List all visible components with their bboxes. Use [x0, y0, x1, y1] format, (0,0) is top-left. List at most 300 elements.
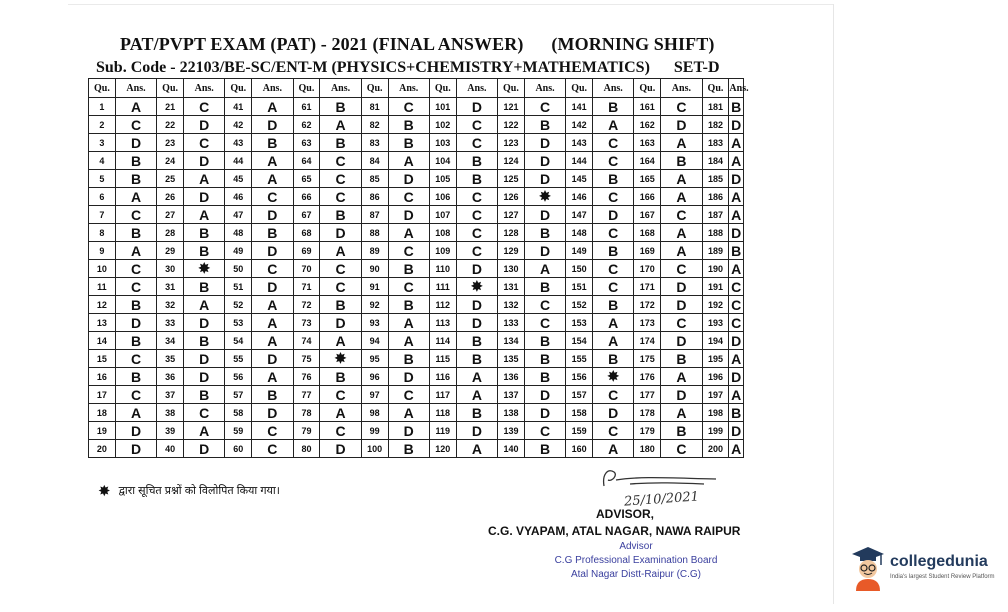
question-number: 116 — [429, 368, 456, 386]
col-header-ans: Ans. — [593, 79, 634, 98]
stamp-line-advisor: Advisor — [619, 541, 653, 552]
question-number: 98 — [361, 404, 388, 422]
question-number: 195 — [702, 350, 729, 368]
question-number: 181 — [702, 98, 729, 116]
answer-cell: A — [252, 98, 293, 116]
answer-cell: C — [524, 422, 565, 440]
question-number: 80 — [293, 440, 320, 458]
answer-cell: B — [729, 242, 744, 260]
question-number: 4 — [89, 152, 116, 170]
answer-cell: C — [320, 422, 361, 440]
table-row — [89, 332, 744, 350]
question-number: 158 — [566, 404, 593, 422]
col-header-ans: Ans. — [252, 79, 293, 98]
answer-cell: C — [320, 386, 361, 404]
table-row — [89, 314, 744, 332]
table-row — [89, 422, 744, 440]
question-number: 55 — [225, 350, 252, 368]
answer-cell: C — [115, 278, 156, 296]
answer-cell: A — [184, 170, 225, 188]
question-number: 177 — [634, 386, 661, 404]
table-body — [89, 98, 744, 458]
question-number: 63 — [293, 134, 320, 152]
answer-cell: B — [388, 296, 429, 314]
answer-cell: C — [115, 116, 156, 134]
answer-cell: A — [661, 404, 702, 422]
answer-cell: A — [729, 440, 744, 458]
exam-title: PAT/PVPT EXAM (PAT) - 2021 (FINAL ANSWER) — [120, 34, 524, 54]
question-number: 88 — [361, 224, 388, 242]
answer-cell: B — [456, 350, 497, 368]
answer-cell: A — [593, 440, 634, 458]
answer-cell: B — [252, 386, 293, 404]
answer-cell: A — [252, 368, 293, 386]
question-number: 26 — [157, 188, 184, 206]
question-number: 58 — [225, 404, 252, 422]
answer-cell: D — [661, 116, 702, 134]
question-number: 45 — [225, 170, 252, 188]
question-number: 140 — [498, 440, 525, 458]
answer-cell: B — [320, 368, 361, 386]
answer-cell: C — [524, 296, 565, 314]
question-number: 90 — [361, 260, 388, 278]
question-number: 14 — [89, 332, 116, 350]
answer-cell: B — [593, 350, 634, 368]
question-number: 32 — [157, 296, 184, 314]
question-number: 132 — [498, 296, 525, 314]
answer-cell: D — [729, 332, 744, 350]
question-number: 67 — [293, 206, 320, 224]
question-number: 124 — [498, 152, 525, 170]
question-number: 108 — [429, 224, 456, 242]
answer-cell: C — [456, 134, 497, 152]
answer-cell: D — [252, 242, 293, 260]
question-number: 143 — [566, 134, 593, 152]
question-number: 1 — [89, 98, 116, 116]
question-number: 113 — [429, 314, 456, 332]
answer-cell: C — [593, 134, 634, 152]
answer-cell: D — [184, 152, 225, 170]
answer-cell: B — [320, 206, 361, 224]
answer-cell: A — [115, 404, 156, 422]
question-number: 37 — [157, 386, 184, 404]
answer-cell: D — [456, 314, 497, 332]
brand-name: collegedunia — [890, 553, 988, 570]
question-number: 94 — [361, 332, 388, 350]
answer-cell: B — [524, 332, 565, 350]
question-number: 115 — [429, 350, 456, 368]
answer-cell: C — [661, 314, 702, 332]
answer-cell: D — [115, 134, 156, 152]
brand-tagline: India's largest Student Review Platform — [890, 574, 995, 580]
answer-cell: A — [456, 440, 497, 458]
question-number: 199 — [702, 422, 729, 440]
col-header-ans: Ans. — [456, 79, 497, 98]
shift-label: (MORNING SHIFT) — [551, 34, 715, 54]
question-number: 9 — [89, 242, 116, 260]
answer-cell: A — [661, 368, 702, 386]
answer-cell: A — [320, 404, 361, 422]
question-number: 146 — [566, 188, 593, 206]
col-header-ans: Ans. — [115, 79, 156, 98]
question-number: 106 — [429, 188, 456, 206]
answer-cell: A — [320, 116, 361, 134]
answer-cell: A — [593, 332, 634, 350]
answer-cell: D — [524, 134, 565, 152]
answer-cell: C — [252, 440, 293, 458]
question-number: 95 — [361, 350, 388, 368]
answer-cell: D — [524, 386, 565, 404]
answer-cell: B — [729, 404, 744, 422]
answer-cell: A — [115, 98, 156, 116]
answer-cell: C — [184, 134, 225, 152]
question-number: 23 — [157, 134, 184, 152]
question-number: 137 — [498, 386, 525, 404]
question-number: 49 — [225, 242, 252, 260]
answer-cell: D — [524, 170, 565, 188]
question-number: 97 — [361, 386, 388, 404]
question-number: 194 — [702, 332, 729, 350]
answer-cell: D — [184, 116, 225, 134]
question-number: 70 — [293, 260, 320, 278]
question-number: 6 — [89, 188, 116, 206]
answer-cell: B — [388, 440, 429, 458]
asterisk-icon: ✸ — [98, 483, 111, 500]
question-number: 15 — [89, 350, 116, 368]
col-header-ans: Ans. — [320, 79, 361, 98]
answer-cell: C — [388, 188, 429, 206]
question-number: 129 — [498, 242, 525, 260]
col-header-qu: Qu. — [566, 79, 593, 98]
answer-cell: C — [729, 314, 744, 332]
answer-cell: A — [729, 152, 744, 170]
answer-cell: C — [115, 350, 156, 368]
answer-cell: C — [184, 98, 225, 116]
question-number: 77 — [293, 386, 320, 404]
answer-cell: A — [252, 296, 293, 314]
deleted-question-note — [98, 482, 280, 500]
answer-cell: D — [524, 206, 565, 224]
subject-code: Sub. Code - 22103/BE-SC/ENT-M (PHYSICS+CHEMISTRY+MATHEMATICS) — [96, 59, 650, 76]
question-number: 84 — [361, 152, 388, 170]
answer-cell: C — [593, 260, 634, 278]
answer-cell: C — [115, 386, 156, 404]
answer-cell: C — [456, 188, 497, 206]
question-number: 60 — [225, 440, 252, 458]
question-number: 174 — [634, 332, 661, 350]
question-number: 18 — [89, 404, 116, 422]
question-number: 107 — [429, 206, 456, 224]
table-row — [89, 152, 744, 170]
question-number: 169 — [634, 242, 661, 260]
question-number: 163 — [634, 134, 661, 152]
answer-cell: B — [456, 170, 497, 188]
answer-cell: D — [184, 440, 225, 458]
answer-cell: B — [593, 98, 634, 116]
answer-cell: C — [320, 152, 361, 170]
answer-cell: B — [593, 296, 634, 314]
answer-cell: A — [593, 116, 634, 134]
question-number: 31 — [157, 278, 184, 296]
col-header-qu: Qu. — [361, 79, 388, 98]
answer-cell: A — [524, 260, 565, 278]
answer-cell: C — [388, 242, 429, 260]
table-header-row — [89, 79, 744, 98]
answer-cell: B — [115, 332, 156, 350]
question-number: 134 — [498, 332, 525, 350]
answer-cell: A — [388, 314, 429, 332]
student-mascot-icon — [850, 545, 886, 591]
answer-cell: B — [593, 170, 634, 188]
question-number: 89 — [361, 242, 388, 260]
question-number: 17 — [89, 386, 116, 404]
question-number: 25 — [157, 170, 184, 188]
answer-cell: C — [729, 296, 744, 314]
answer-cell: C — [320, 278, 361, 296]
answer-cell: D — [729, 368, 744, 386]
question-number: 75 — [293, 350, 320, 368]
question-number: 183 — [702, 134, 729, 152]
question-number: 28 — [157, 224, 184, 242]
question-number: 61 — [293, 98, 320, 116]
question-number: 86 — [361, 188, 388, 206]
question-number: 147 — [566, 206, 593, 224]
question-number: 72 — [293, 296, 320, 314]
question-number: 114 — [429, 332, 456, 350]
question-number: 136 — [498, 368, 525, 386]
stamp-line-address: Atal Nagar Distt-Raipur (C.G) — [570, 569, 702, 580]
question-number: 162 — [634, 116, 661, 134]
answer-cell: C — [252, 260, 293, 278]
answer-cell: B — [456, 152, 497, 170]
answer-cell: C — [320, 188, 361, 206]
collegedunia-watermark — [850, 545, 1000, 593]
table-row — [89, 170, 744, 188]
question-number: 139 — [498, 422, 525, 440]
answer-cell: C — [184, 404, 225, 422]
answer-cell: A — [252, 332, 293, 350]
question-number: 103 — [429, 134, 456, 152]
table-row — [89, 440, 744, 458]
question-number: 57 — [225, 386, 252, 404]
question-number: 99 — [361, 422, 388, 440]
answer-cell: A — [252, 314, 293, 332]
question-number: 166 — [634, 188, 661, 206]
answer-cell: D — [729, 116, 744, 134]
question-number: 40 — [157, 440, 184, 458]
question-number: 159 — [566, 422, 593, 440]
question-number: 173 — [634, 314, 661, 332]
page-edge — [68, 4, 833, 5]
question-number: 41 — [225, 98, 252, 116]
question-number: 27 — [157, 206, 184, 224]
question-number: 112 — [429, 296, 456, 314]
answer-cell: A — [661, 242, 702, 260]
question-number: 148 — [566, 224, 593, 242]
answer-cell: D — [320, 224, 361, 242]
question-number: 46 — [225, 188, 252, 206]
answer-cell: C — [661, 260, 702, 278]
question-number: 180 — [634, 440, 661, 458]
question-number: 35 — [157, 350, 184, 368]
answer-cell: B — [184, 386, 225, 404]
question-number: 186 — [702, 188, 729, 206]
answer-cell: B — [115, 224, 156, 242]
question-number: 164 — [634, 152, 661, 170]
answer-cell: A — [456, 368, 497, 386]
question-number: 20 — [89, 440, 116, 458]
col-header-qu: Qu. — [157, 79, 184, 98]
question-number: 73 — [293, 314, 320, 332]
question-number: 168 — [634, 224, 661, 242]
answer-cell: C — [729, 278, 744, 296]
col-header-ans: Ans. — [729, 79, 744, 98]
question-number: 120 — [429, 440, 456, 458]
question-number: 21 — [157, 98, 184, 116]
question-number: 16 — [89, 368, 116, 386]
answer-cell: B — [115, 152, 156, 170]
question-number: 85 — [361, 170, 388, 188]
question-number: 121 — [498, 98, 525, 116]
answer-cell: B — [184, 242, 225, 260]
question-number: 8 — [89, 224, 116, 242]
answer-cell: A — [661, 188, 702, 206]
answer-cell: A — [729, 386, 744, 404]
question-number: 175 — [634, 350, 661, 368]
answer-cell: B — [661, 152, 702, 170]
answer-cell: B — [252, 134, 293, 152]
question-number: 11 — [89, 278, 116, 296]
answer-cell: A — [115, 242, 156, 260]
answer-cell: B — [524, 368, 565, 386]
answer-cell: C — [593, 152, 634, 170]
table-row — [89, 368, 744, 386]
answer-cell: B — [524, 350, 565, 368]
question-number: 196 — [702, 368, 729, 386]
question-number: 170 — [634, 260, 661, 278]
question-number: 184 — [702, 152, 729, 170]
question-number: 33 — [157, 314, 184, 332]
question-number: 153 — [566, 314, 593, 332]
question-number: 7 — [89, 206, 116, 224]
question-number: 29 — [157, 242, 184, 260]
answer-cell: D — [252, 116, 293, 134]
answer-cell: A — [115, 188, 156, 206]
signature-scribble — [600, 466, 720, 490]
answer-cell: A — [456, 386, 497, 404]
answer-cell: D — [388, 368, 429, 386]
answer-cell: D — [524, 242, 565, 260]
question-number: 130 — [498, 260, 525, 278]
answer-cell: D — [729, 170, 744, 188]
col-header-qu: Qu. — [702, 79, 729, 98]
question-number: 125 — [498, 170, 525, 188]
table-row — [89, 278, 744, 296]
col-header-qu: Qu. — [634, 79, 661, 98]
question-number: 81 — [361, 98, 388, 116]
question-number: 87 — [361, 206, 388, 224]
answer-cell: A — [184, 422, 225, 440]
col-header-qu: Qu. — [225, 79, 252, 98]
table-row — [89, 206, 744, 224]
answer-cell: A — [388, 152, 429, 170]
organization-name: C.G. VYAPAM, ATAL NAGAR, NAWA RAIPUR — [488, 524, 741, 538]
question-number: 176 — [634, 368, 661, 386]
answer-cell: B — [388, 350, 429, 368]
question-number: 2 — [89, 116, 116, 134]
question-number: 36 — [157, 368, 184, 386]
question-number: 138 — [498, 404, 525, 422]
table-row — [89, 260, 744, 278]
answer-cell: C — [524, 98, 565, 116]
table-row — [89, 350, 744, 368]
question-number: 50 — [225, 260, 252, 278]
signature-date: 25/10/2021 — [623, 489, 700, 510]
answer-cell: B — [388, 134, 429, 152]
answer-cell: C — [388, 386, 429, 404]
set-label: SET-D — [673, 59, 720, 76]
question-number: 172 — [634, 296, 661, 314]
question-number: 5 — [89, 170, 116, 188]
question-number: 150 — [566, 260, 593, 278]
answer-cell: A — [388, 404, 429, 422]
question-number: 131 — [498, 278, 525, 296]
table-row — [89, 134, 744, 152]
answer-cell: B — [115, 170, 156, 188]
question-number: 34 — [157, 332, 184, 350]
question-number: 188 — [702, 224, 729, 242]
col-header-ans: Ans. — [661, 79, 702, 98]
answer-cell: B — [661, 350, 702, 368]
question-number: 3 — [89, 134, 116, 152]
note-text: द्वारा सूचित प्रश्नों को विलोपित किया गया। — [118, 485, 280, 497]
answer-cell: D — [115, 314, 156, 332]
question-number: 102 — [429, 116, 456, 134]
answer-cell: A — [184, 206, 225, 224]
answer-cell: C — [661, 440, 702, 458]
question-number: 24 — [157, 152, 184, 170]
answer-cell: A — [320, 242, 361, 260]
table-row — [89, 242, 744, 260]
question-number: 74 — [293, 332, 320, 350]
question-number: 51 — [225, 278, 252, 296]
question-number: 13 — [89, 314, 116, 332]
question-number: 19 — [89, 422, 116, 440]
question-number: 82 — [361, 116, 388, 134]
question-number: 161 — [634, 98, 661, 116]
question-number: 68 — [293, 224, 320, 242]
answer-cell: C — [115, 260, 156, 278]
answer-cell: C — [593, 422, 634, 440]
question-number: 91 — [361, 278, 388, 296]
table-row — [89, 116, 744, 134]
answer-cell: C — [456, 242, 497, 260]
question-number: 101 — [429, 98, 456, 116]
question-number: 119 — [429, 422, 456, 440]
question-number: 43 — [225, 134, 252, 152]
answer-cell: D — [388, 206, 429, 224]
answer-cell: C — [456, 116, 497, 134]
question-number: 111 — [429, 278, 456, 296]
table-row — [89, 188, 744, 206]
answer-cell: B — [320, 296, 361, 314]
answer-cell: B — [115, 296, 156, 314]
answer-cell: B — [184, 332, 225, 350]
question-number: 52 — [225, 296, 252, 314]
answer-cell: C — [593, 188, 634, 206]
answer-cell: A — [729, 206, 744, 224]
question-number: 133 — [498, 314, 525, 332]
